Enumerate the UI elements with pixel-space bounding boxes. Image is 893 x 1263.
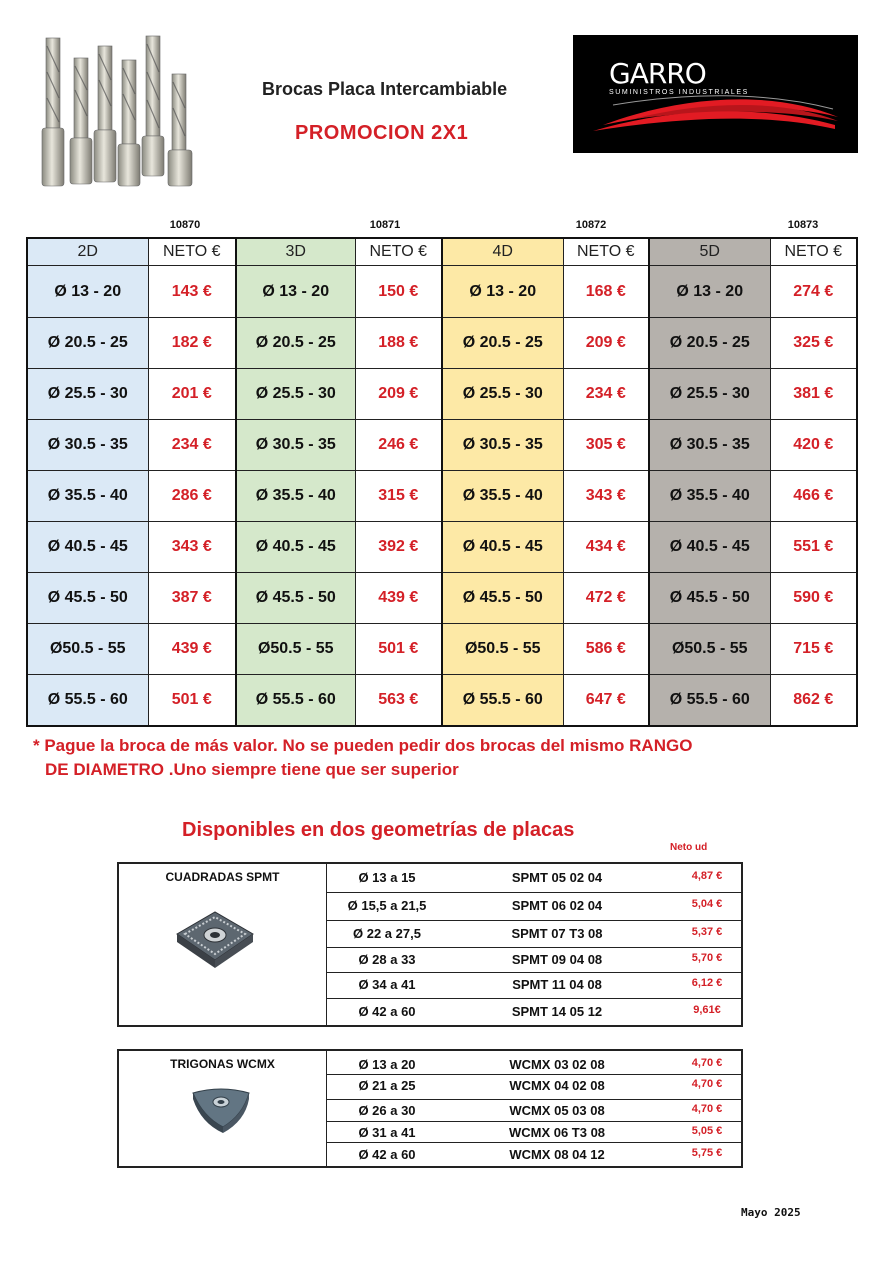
price-cell: 325 € — [770, 318, 857, 369]
code-4d: 10872 — [575, 219, 607, 231]
header-2d: 2D — [27, 238, 148, 266]
price-cell: 246 € — [355, 420, 442, 471]
diameter-cell: Ø 25.5 - 30 — [442, 369, 563, 420]
garro-logo — [573, 35, 858, 153]
price-cell: 286 € — [148, 471, 236, 522]
code-3d: 10871 — [369, 219, 401, 231]
header-neto-4d: NETO € — [563, 238, 649, 266]
diameter-cell: Ø 40.5 - 45 — [649, 522, 770, 573]
price-cell: 343 € — [563, 471, 649, 522]
price-cell: 434 € — [563, 522, 649, 573]
header-neto-2d: NETO € — [148, 238, 236, 266]
diameter-cell: Ø 20.5 - 25 — [27, 318, 148, 369]
insert-reference: WCMX 08 04 12 — [509, 1147, 605, 1162]
diameter-cell: Ø 30.5 - 35 — [236, 420, 355, 471]
price-cell: 551 € — [770, 522, 857, 573]
diameter-cell: Ø 45.5 - 50 — [649, 573, 770, 624]
insert-diameter: Ø 13 a 15 — [358, 870, 416, 885]
price-cell: 381 € — [770, 369, 857, 420]
footer-date: Mayo 2025 — [741, 1206, 801, 1219]
insert-reference: SPMT 14 05 12 — [511, 1004, 603, 1019]
insert-diameter: Ø 13 a 20 — [358, 1057, 416, 1072]
row-divider — [327, 1121, 741, 1122]
price-cell: 315 € — [355, 471, 442, 522]
table-row — [27, 522, 857, 573]
code-5d: 10873 — [787, 219, 819, 231]
price-cell: 234 € — [148, 420, 236, 471]
diameter-cell: Ø 35.5 - 40 — [649, 471, 770, 522]
diameter-cell: Ø 30.5 - 35 — [442, 420, 563, 471]
insert-price: 4,70 € — [691, 1057, 723, 1069]
table-row — [27, 471, 857, 522]
wcmx-insert-icon — [189, 1083, 253, 1135]
diameter-cell: Ø 55.5 - 60 — [236, 675, 355, 727]
row-divider — [327, 1099, 741, 1100]
price-cell: 209 € — [355, 369, 442, 420]
insert-reference: WCMX 05 03 08 — [509, 1103, 605, 1118]
diameter-cell: Ø 13 - 20 — [442, 266, 563, 318]
insert-price: 5,04 € — [691, 898, 723, 910]
diameter-cell: Ø 25.5 - 30 — [649, 369, 770, 420]
diameter-cell: Ø 45.5 - 50 — [236, 573, 355, 624]
price-cell: 715 € — [770, 624, 857, 675]
insert-price: 9,61€ — [693, 1004, 721, 1016]
header-4d: 4D — [442, 238, 563, 266]
insert-diameter: Ø 22 a 27,5 — [353, 926, 421, 941]
price-cell: 182 € — [148, 318, 236, 369]
price-cell: 305 € — [563, 420, 649, 471]
diameter-cell: Ø 13 - 20 — [649, 266, 770, 318]
price-cell: 420 € — [770, 420, 857, 471]
insert-reference: WCMX 04 02 08 — [509, 1078, 605, 1093]
row-divider — [327, 1142, 741, 1143]
drills-image — [38, 32, 210, 190]
table-header-row — [27, 238, 857, 266]
wcmx-inserts-box — [117, 1049, 743, 1168]
row-divider — [327, 972, 741, 973]
insert-price: 5,37 € — [691, 926, 723, 938]
header-neto-3d: NETO € — [355, 238, 442, 266]
diameter-cell: Ø 45.5 - 50 — [27, 573, 148, 624]
price-cell: 862 € — [770, 675, 857, 727]
row-divider — [327, 947, 741, 948]
diameter-cell: Ø50.5 - 55 — [442, 624, 563, 675]
diameter-cell: Ø 20.5 - 25 — [649, 318, 770, 369]
table-row — [27, 624, 857, 675]
insert-price: 4,70 € — [691, 1078, 723, 1090]
diameter-cell: Ø 35.5 - 40 — [27, 471, 148, 522]
price-cell: 201 € — [148, 369, 236, 420]
insert-reference: WCMX 06 T3 08 — [508, 1125, 606, 1140]
header-3d: 3D — [236, 238, 355, 266]
diameter-cell: Ø 13 - 20 — [27, 266, 148, 318]
price-cell: 150 € — [355, 266, 442, 318]
price-cell: 647 € — [563, 675, 649, 727]
spmt-divider — [326, 864, 327, 1025]
diameter-cell: Ø 25.5 - 30 — [236, 369, 355, 420]
price-cell: 466 € — [770, 471, 857, 522]
diameter-cell: Ø 55.5 - 60 — [27, 675, 148, 727]
spmt-inserts-box — [117, 862, 743, 1027]
price-cell: 501 € — [355, 624, 442, 675]
code-2d: 10870 — [169, 219, 201, 231]
diameter-cell: Ø 13 - 20 — [236, 266, 355, 318]
price-cell: 392 € — [355, 522, 442, 573]
spmt-label: CUADRADAS SPMT — [165, 870, 280, 884]
price-cell: 439 € — [148, 624, 236, 675]
insert-reference: SPMT 07 T3 08 — [511, 926, 603, 941]
insert-diameter: Ø 28 a 33 — [358, 952, 416, 967]
diameter-cell: Ø 30.5 - 35 — [649, 420, 770, 471]
insert-reference: SPMT 11 04 08 — [512, 977, 602, 992]
insert-price: 5,05 € — [691, 1125, 723, 1137]
table-row — [27, 675, 857, 727]
table-row — [27, 266, 857, 318]
price-cell: 586 € — [563, 624, 649, 675]
row-divider — [327, 1074, 741, 1075]
diameter-cell: Ø 40.5 - 45 — [27, 522, 148, 573]
promo-note — [33, 734, 873, 782]
diameter-cell: Ø50.5 - 55 — [27, 624, 148, 675]
diameter-cell: Ø 55.5 - 60 — [649, 675, 770, 727]
note-line-2: DE DIAMETRO .Uno siempre tiene que ser superior — [45, 760, 459, 779]
header-neto-5d: NETO € — [770, 238, 857, 266]
row-divider — [327, 998, 741, 999]
table-row — [27, 369, 857, 420]
insert-price: 4,87 € — [691, 870, 723, 882]
table-row — [27, 420, 857, 471]
inserts-title: Disponibles en dos geometrías de placas — [182, 819, 575, 841]
price-cell: 274 € — [770, 266, 857, 318]
note-line-1: * Pague la broca de más valor. No se pueden pedir dos brocas del mismo RANGO — [33, 736, 693, 755]
diameter-cell: Ø50.5 - 55 — [649, 624, 770, 675]
logo-brand: GARRO — [609, 57, 706, 90]
price-cell: 188 € — [355, 318, 442, 369]
insert-reference: SPMT 09 04 08 — [511, 952, 603, 967]
article-codes — [0, 219, 893, 233]
diameter-cell: Ø 55.5 - 60 — [442, 675, 563, 727]
row-divider — [327, 892, 741, 893]
price-table — [26, 237, 858, 727]
price-cell: 387 € — [148, 573, 236, 624]
diameter-cell: Ø 20.5 - 25 — [236, 318, 355, 369]
insert-price: 5,75 € — [691, 1147, 723, 1159]
insert-diameter: Ø 42 a 60 — [358, 1147, 416, 1162]
table-row — [27, 573, 857, 624]
neto-ud-label: Neto ud — [670, 842, 708, 853]
diameter-cell: Ø 25.5 - 30 — [27, 369, 148, 420]
spmt-insert-icon — [169, 904, 259, 974]
insert-diameter: Ø 26 a 30 — [358, 1103, 416, 1118]
row-divider — [327, 920, 741, 921]
price-cell: 234 € — [563, 369, 649, 420]
price-cell: 439 € — [355, 573, 442, 624]
insert-price: 4,70 € — [691, 1103, 723, 1115]
insert-diameter: Ø 21 a 25 — [358, 1078, 416, 1093]
insert-diameter: Ø 42 a 60 — [358, 1004, 416, 1019]
price-cell: 168 € — [563, 266, 649, 318]
diameter-cell: Ø 30.5 - 35 — [27, 420, 148, 471]
diameter-cell: Ø 35.5 - 40 — [442, 471, 563, 522]
insert-price: 6,12 € — [691, 977, 723, 989]
diameter-cell: Ø 20.5 - 25 — [442, 318, 563, 369]
price-cell: 563 € — [355, 675, 442, 727]
header-5d: 5D — [649, 238, 770, 266]
price-cell: 472 € — [563, 573, 649, 624]
price-cell: 143 € — [148, 266, 236, 318]
document-title: Brocas Placa Intercambiable — [262, 79, 508, 99]
diameter-cell: Ø50.5 - 55 — [236, 624, 355, 675]
price-cell: 343 € — [148, 522, 236, 573]
promo-title: PROMOCION 2X1 — [295, 122, 469, 144]
diameter-cell: Ø 40.5 - 45 — [236, 522, 355, 573]
insert-price: 5,70 € — [691, 952, 723, 964]
logo-subtitle: SUMINISTROS INDUSTRIALES — [609, 89, 749, 96]
price-cell: 501 € — [148, 675, 236, 727]
insert-reference: SPMT 06 02 04 — [511, 898, 603, 913]
diameter-cell: Ø 35.5 - 40 — [236, 471, 355, 522]
insert-reference: WCMX 03 02 08 — [509, 1057, 605, 1072]
diameter-cell: Ø 40.5 - 45 — [442, 522, 563, 573]
insert-diameter: Ø 15,5 a 21,5 — [347, 898, 427, 913]
price-cell: 209 € — [563, 318, 649, 369]
insert-reference: SPMT 05 02 04 — [511, 870, 603, 885]
insert-diameter: Ø 31 a 41 — [358, 1125, 416, 1140]
insert-diameter: Ø 34 a 41 — [358, 977, 416, 992]
price-cell: 590 € — [770, 573, 857, 624]
diameter-cell: Ø 45.5 - 50 — [442, 573, 563, 624]
table-row — [27, 318, 857, 369]
wcmx-label: TRIGONAS WCMX — [170, 1057, 275, 1071]
